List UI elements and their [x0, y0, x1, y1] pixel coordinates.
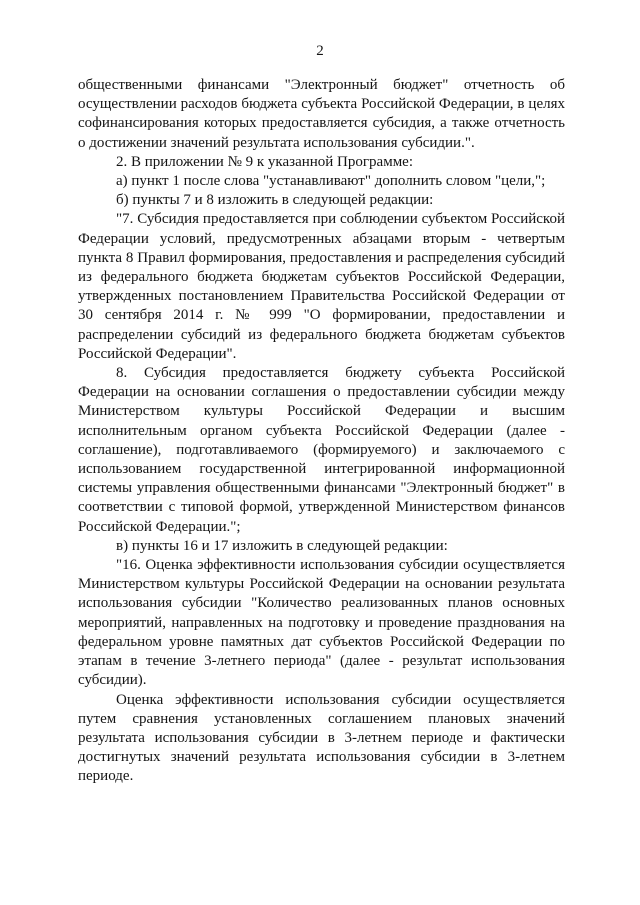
paragraph-subitem-b: б) пункты 7 и 8 изложить в следующей редакции: — [116, 192, 434, 209]
paragraph-point-8: 8. Субсидия предоставляется бюджету субъекта Российской Федерации на основании соглашения о предоставлении субсидии между Министерством культуры Российской Федерации и высшим исполнительным органом субъекта Российской Федерации (далее - соглашение), подготавливаемого (формируемого) и заключаемого с использованием государственной интегрированной информационной системы управления общественными финансами "Электронный бюджет" в соответствии с типовой формой, утвержденной Министерством финансов Российской Федерации."; — [78, 365, 565, 535]
paragraph-subitem-a: а) пункт 1 после слова "устанавливают" дополнить словом "цели,"; — [116, 173, 546, 190]
paragraph-evaluation: Оценка эффективности использования субсидии осуществляется путем сравнения установленных соглашением плановых значений результата использования субсидии в 3-летнем периоде и фактически достигнутых значений результата использования субсидии в 3-летнем периоде. — [78, 691, 565, 785]
paragraph-continuation: общественными финансами "Электронный бюджет" отчетность об осуществлении расходов бюджета субъекта Российской Федерации, в целях софинансирования которых предоставляется субсидия, а также отчетность о достижении значений результата использования субсидии.". — [78, 77, 565, 151]
paragraph-subitem-v: в) пункты 16 и 17 изложить в следующей редакции: — [116, 537, 448, 554]
page-number: 2 — [316, 43, 324, 59]
paragraph-point-16: "16. Оценка эффективности использования субсидии осуществляется Министерством культуры Российской Федерации на основании результата использования субсидии "Количество реализованных планов основных мероприятий, направленных на подготовку и проведение празднования на федеральном уровне памятных дат субъектов Российской Федерации по этапам в течение 3-летнего периода" (далее - результат использования субсидии). — [78, 557, 565, 689]
document-body — [78, 76, 565, 787]
paragraph-item-2: 2. В приложении № 9 к указанной Программе: — [116, 153, 414, 170]
paragraph-point-7: "7. Субсидия предоставляется при соблюдении субъектом Российской Федерации условий, предусмотренных абзацами вторым - четвертым пункта 8 Правил формирования, предоставления и распределения субсидий из федерального бюджета бюджетам субъектов Российской Федерации, утвержденных постановлением Правительства Российской Федерации от 30 сентября 2014 г. № 999 "О формировании, предоставлении и распределении субсидий из федерального бюджета бюджетам субъектов Российской Федерации". — [78, 211, 565, 362]
